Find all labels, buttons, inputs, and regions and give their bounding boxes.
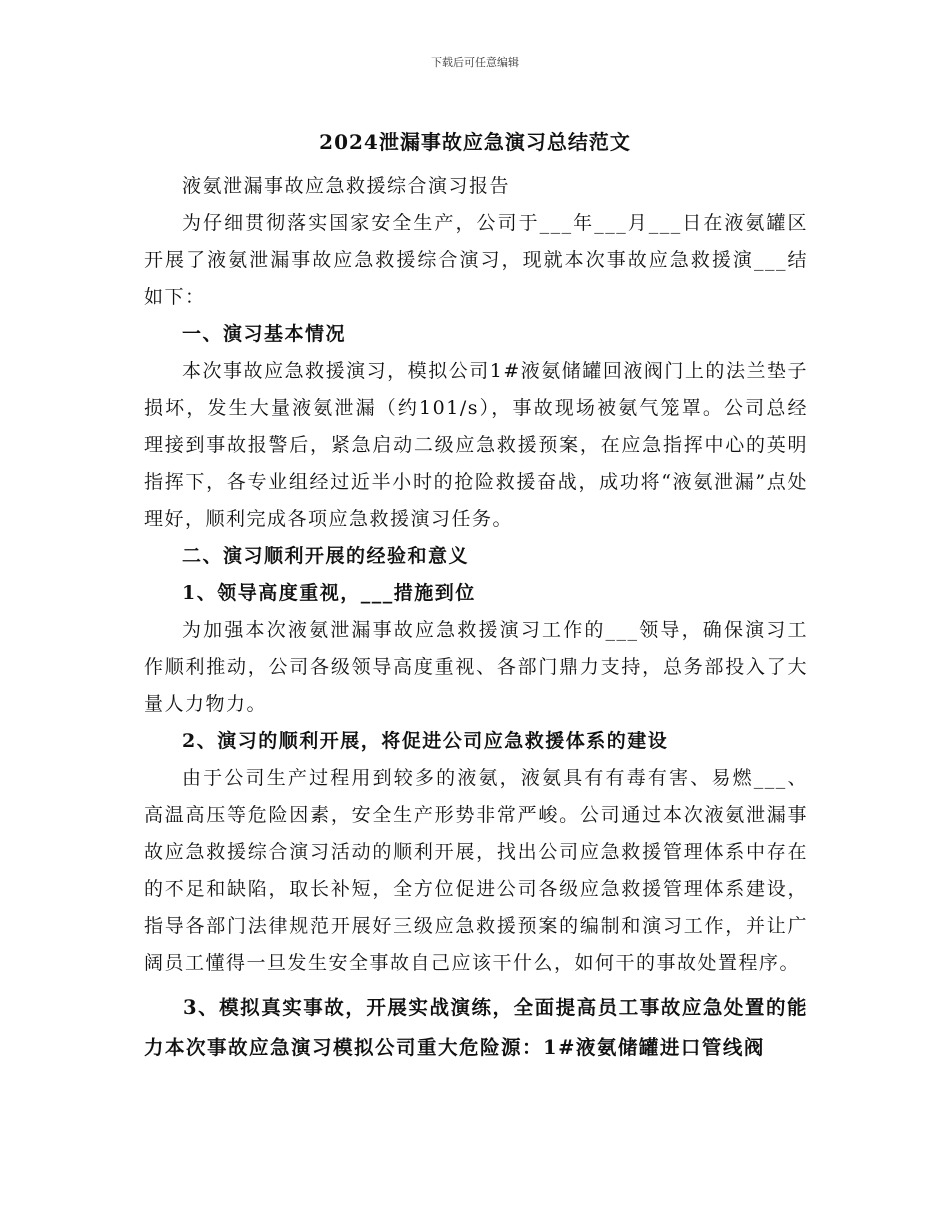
paragraph-subtitle: 液氨泄漏事故应急救援综合演习报告 (182, 175, 511, 197)
header-note: 下载后可任意编辑 (431, 56, 519, 69)
paragraph-basic-situation: 本次事故应急救援演习，模拟公司1#液氨储罐回液阀门上的法兰垫子损坏，发生大量液氨泄漏（约101/s），事故现场被氨气笼罩。公司总经理接到事故报警后，紧急启动二级应急救援预案，在应急指挥中心的英明指挥下，各专业组经过近半小时的抢险救援奋战，成功将“液氨泄漏”点处理好，顺利完成各项应急救援演习任务。 (144, 360, 808, 530)
section-heading-2: 二、演习顺利开展的经验和意义 (182, 545, 470, 567)
paragraph-system-building: 由于公司生产过程用到较多的液氨，液氨具有有毒有害、易燃___、高温高压等危险因素，安全生产形势非常严峻。公司通过本次液氨泄漏事故应急救援综合演习活动的顺利开展，找出公司应急救援管理体系中存在的不足和缺陷，取长补短，全方位促进公司各级应急救援管理体系建设，指导各部门法律规范开展好三级应急救援预案的编制和演习工作，并让广阔员工懂得一旦发生安全事故自己应该干什么，如何干的事故处置程序。 (144, 767, 808, 974)
document-title: 2024泄漏事故应急演习总结范文 (319, 130, 631, 154)
document-body (144, 168, 808, 1068)
subsection-heading-3: 3、模拟真实事故，开展实战演练，全面提高员工事故应急处置的能力本次事故应急演习模拟公司重大危险源：1#液氨储罐进口管线阀 (144, 996, 808, 1059)
paragraph-leadership: 为加强本次液氨泄漏事故应急救援演习工作的___领导，确保演习工作顺利推动，公司各级领导高度重视、各部门鼎力支持，总务部投入了大量人力物力。 (144, 619, 808, 715)
paragraph-intro: 为仔细贯彻落实国家安全生产，公司于___年___月___日在液氨罐区开展了液氨泄漏事故应急救援综合演习，现就本次事故应急救援演___结如下： (144, 212, 808, 308)
subsection-heading-1: 1、领导高度重视，___措施到位 (182, 582, 476, 604)
subsection-heading-2: 2、演习的顺利开展，将促进公司应急救援体系的建设 (182, 730, 669, 752)
section-heading-1: 一、演习基本情况 (182, 323, 347, 345)
